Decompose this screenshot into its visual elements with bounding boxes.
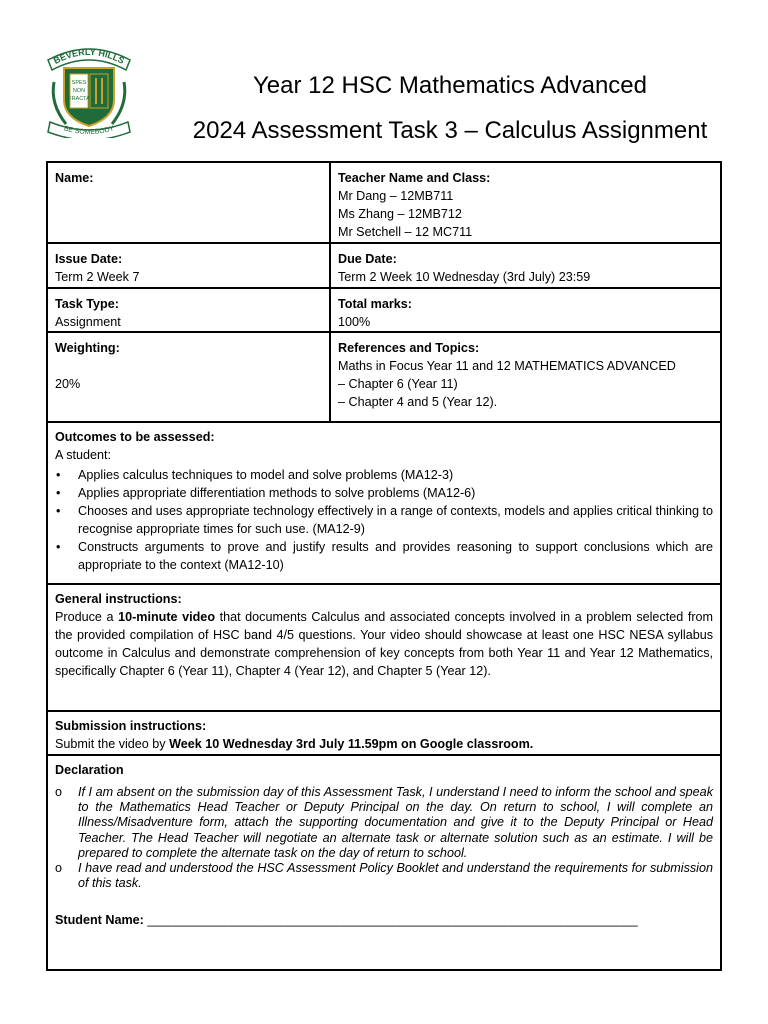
references-label: References and Topics: <box>338 341 480 355</box>
outcomes-label: Outcomes to be assessed: <box>55 430 215 444</box>
outcome-item: • Chooses and uses appropriate technology effectively in a range of contexts, models and applies critical thinking to recognise appropriate times for such use. (MA12-9) <box>78 502 713 538</box>
weighting-label: Weighting: <box>55 341 120 355</box>
name-cell <box>48 163 331 242</box>
submission-label: Submission instructions: <box>55 719 207 733</box>
due-date-label: Due Date: <box>338 252 397 266</box>
row-outcomes <box>48 423 720 585</box>
general-instructions-label: General instructions: <box>55 592 182 606</box>
svg-text:FRACTA: FRACTA <box>68 96 90 102</box>
svg-text:SPES: SPES <box>71 80 87 86</box>
general-instructions-section <box>48 585 720 710</box>
references-line: Maths in Focus Year 11 and 12 MATHEMATICS ADVANCED <box>338 359 676 373</box>
assessment-table <box>46 161 722 971</box>
svg-text:NON: NON <box>72 88 86 94</box>
issue-date-value: Term 2 Week 7 <box>55 270 140 284</box>
task-type-label: Task Type: <box>55 297 119 311</box>
document-title: Year 12 HSC Mathematics Advanced <box>253 72 647 99</box>
declaration-item: o If I am absent on the submission day of this Assessment Task, I understand I need to inform the school and speak to the Mathematics Head Teacher or Deputy Principal on the day. On return to school, I will complete an Illness/Misadventure form, attach the supporting documentation and give it to the Deputy Principal or Head Teacher. The Head Teacher will negotiate an alternate task or alternate solution such as an estimate. I will be prepared to complete the alternate task on the day of return to school. <box>78 785 713 861</box>
name-label: Name: <box>55 171 94 185</box>
declaration-label: Declaration <box>55 763 124 777</box>
outcomes-intro: A student: <box>55 448 112 462</box>
row-declaration <box>48 756 720 969</box>
due-date-value: Term 2 Week 10 Wednesday (3rd July) 23:59 <box>338 270 591 284</box>
declaration-item: o I have read and understood the HSC Assessment Policy Booklet and understand the requirements for submission of this task. <box>78 861 713 891</box>
teacher-line: Ms Zhang – 12MB712 <box>338 207 462 221</box>
total-marks-cell <box>331 289 720 331</box>
school-crest-logo <box>44 42 134 138</box>
general-instructions-text <box>55 608 713 680</box>
submission-section <box>48 712 720 754</box>
weighting-value: 20% <box>55 377 81 391</box>
total-marks-value: 100% <box>338 315 371 329</box>
submission-text <box>55 735 713 753</box>
student-name-line[interactable]: ______________________________________________________________________ <box>147 913 638 928</box>
general-text-part: Produce a <box>55 610 119 624</box>
outcome-item: • Applies calculus techniques to model and solve problems (MA12-3) <box>78 466 713 484</box>
teacher-label: Teacher Name and Class: <box>338 171 491 185</box>
row-submission <box>48 712 720 756</box>
issue-date-cell <box>48 244 331 287</box>
document-subtitle: 2024 Assessment Task 3 – Calculus Assignment <box>192 117 708 144</box>
row-name-teacher <box>48 163 720 244</box>
row-task-marks <box>48 289 720 333</box>
outcomes-list <box>55 466 713 574</box>
student-name-label: Student Name: <box>55 913 144 928</box>
outcome-item: • Constructs arguments to prove and justify results and provides reasoning to support conclusions which are appropriate to the context (MA12-10) <box>78 538 713 574</box>
outcome-item: • Applies appropriate differentiation methods to solve problems (MA12-6) <box>78 484 713 502</box>
task-type-cell <box>48 289 331 331</box>
teacher-line: Mr Dang – 12MB711 <box>338 189 454 203</box>
svg-text:BE SOMEBODY: BE SOMEBODY <box>63 125 115 137</box>
total-marks-label: Total marks: <box>338 297 412 311</box>
teacher-cell <box>331 163 720 242</box>
svg-text:BEVERLY HILLS: BEVERLY HILLS <box>51 46 127 66</box>
references-line: – Chapter 4 and 5 (Year 12). <box>338 395 498 409</box>
teacher-line: Mr Setchell – 12 MC711 <box>338 225 473 239</box>
references-cell <box>331 333 720 421</box>
references-line: – Chapter 6 (Year 11) <box>338 377 458 391</box>
due-date-cell <box>331 244 720 287</box>
submission-text-part: Submit the video by <box>55 737 170 751</box>
task-type-value: Assignment <box>55 315 121 329</box>
row-general-instructions <box>48 585 720 712</box>
issue-date-label: Issue Date: <box>55 252 123 266</box>
student-name-row <box>55 911 713 929</box>
general-text-part: that documents Calculus and associated concepts involved in a problem selected from the provided compilation of HSC band 4/5 questions. Your video should showcase at least one HSC NESA syllabus outcome in Calculus and demonstrate comprehension of key concepts from both Year 11 and Year 12 Mathematics, specifically Chapter 6 (Year 11), Chapter 4 (Year 12), and Chapter 5 (Year 12). <box>55 610 714 678</box>
outcomes-section <box>48 423 720 583</box>
weighting-cell <box>48 333 331 421</box>
declaration-section <box>48 756 720 969</box>
submission-deadline: Week 10 Wednesday 3rd July 11.59pm on Google classroom. <box>169 737 534 751</box>
row-weighting-references <box>48 333 720 423</box>
video-length-emphasis: 10-minute video <box>118 610 216 624</box>
declaration-list <box>55 785 713 891</box>
row-dates <box>48 244 720 289</box>
